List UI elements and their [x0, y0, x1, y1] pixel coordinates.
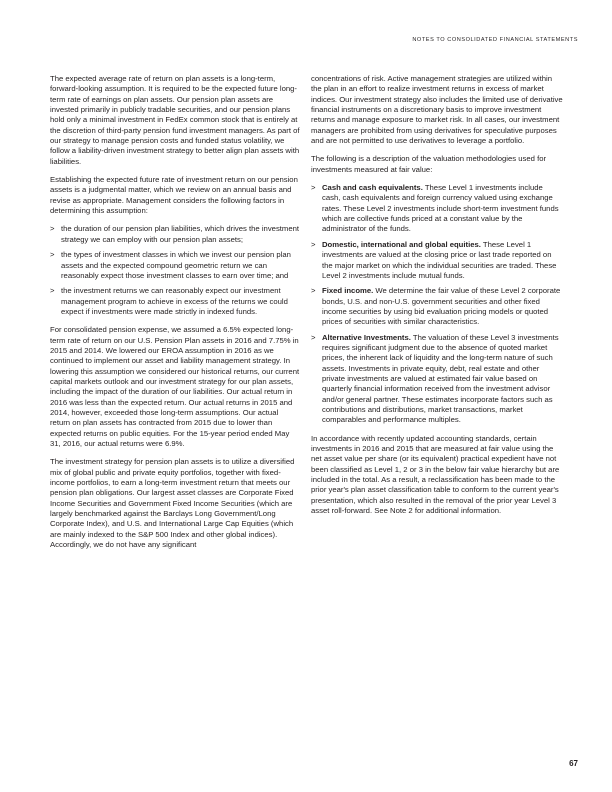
list-item: > Fixed income. We determine the fair value of these Level 2 corporate bonds, U.S. and non-U.S. government securities and other fixed income securities by using bid evaluation pricing models or quoted prices of securities with similar characteristics.	[311, 286, 561, 327]
term-label: Alternative Investments.	[322, 332, 411, 342]
bullet-chevron-icon: >	[311, 239, 316, 249]
bullet-chevron-icon: >	[311, 183, 316, 193]
paragraph-expected-return: The expected average rate of return on plan assets is a long-term, forward-looking assumption. It is required to be the expected future long-term rate of earnings on plan assets. Our pension plan assets are invested primarily in publicly tradable securities, and our pension plans hold only a minimal investment in FedEx common stock that is entirely at the discretion of third-party pension fund investment managers. As part of our strategy to manage pension costs and funded status volatility, we follow a liability-driven investment strategy to better align plan assets with liabilities.	[50, 74, 300, 166]
page-number: 67	[569, 759, 578, 768]
list-item: > the duration of our pension plan liabilities, which drives the investment strategy we can employ with our pension plan assets;	[50, 224, 300, 244]
paragraph-establishing-rate: Establishing the expected future rate of investment return on our pension assets is a judgmental matter, which we review on an annual basis and revise as appropriate. Management considers the following factors in determining this assumption:	[50, 175, 298, 216]
term-label: Cash and cash equivalents.	[322, 183, 423, 193]
bullet-chevron-icon: >	[50, 250, 55, 260]
paragraph-investment-strategy: The investment strategy for pension plan assets is to utilize a diversified mix of global public and private equity portfolios, together with fixed-income portfolios, to earn a long-term investment return that meets our pension plan obligations. Our largest asset classes are Corporate Fixed Income Securities and Government Fixed Income Securities (which are largely benchmarked against the Barclays Long Government/Long Corporate Index), and U.S. and International Large Cap Equities (which are mainly indexed to the S&P 500 Index and other global indices). Accordingly, we do not have any significant	[50, 457, 295, 550]
list-item: > the types of investment classes in which we invest our pension plan assets and the expected compound geometric return we can reasonably expect those investment classes to earn over time; and	[50, 250, 291, 280]
list-item: > Domestic, international and global equities. These Level 1 investments are valued at the closing price or last trade reported on the major market on which the individual securities are traded. These Level 2 investments include mutual funds.	[311, 239, 557, 280]
factors-list	[50, 224, 300, 317]
list-item: > Alternative Investments. The valuation of these Level 3 investments requires significant judgment due to the absence of quoted market prices, the inherent lack of liquidity and the long-term nature of such assets. Investments in private equity, debt, real estate and other private investments are valued at estimated fair value based on quarterly financial information received from the investment advisor and/or general partner. These estimates incorporate factors such as contributions and distributions, market transactions, market comparables and performance multiples.	[311, 332, 559, 425]
bullet-chevron-icon: >	[50, 224, 55, 234]
methodologies-list	[311, 183, 563, 426]
bullet-chevron-icon: >	[311, 332, 316, 342]
paragraph-accounting-standards: In accordance with recently updated accounting standards, certain investments in 2016 and 2015 that are measured at fair value using the net asset value per share (or its equivalent) practical expedient have not been classified as Level 1, 2 or 3 in the below fair value hierarchy but are included in the total. As a result, a reclassification has been made to the prior year's plan asset classification table to conform to the current year's presentation, which also resulted in the removal of the prior year Level 3 asset roll-forward. See Note 2 for additional information.	[311, 433, 560, 516]
paragraph-pension-expense: For consolidated pension expense, we assumed a 6.5% expected long-term rate of return on our U.S. Pension Plan assets in 2016 and 7.75% in 2015 and 2014. We lowered our EROA assumption in 2016 as we continued to implement our asset and liability management strategy. In lowering this assumption we considered our historical returns, our current capital markets outlook and our investment strategy for our plan assets, including the impact of the duration of our liabilities. Our actual return in 2016 was less than the expected return. Our actual returns in 2015 and 2014, however, exceeded those long-term assumptions. Our actual return on plan assets has contracted from 2015 due to lower than expected returns on public equities. For the 15-year period ended May 31, 2016, our actual returns were 6.9%.	[50, 325, 300, 448]
term-label: Fixed income.	[322, 286, 374, 296]
paragraph-concentrations: concentrations of risk. Active management strategies are utilized within the plan in an effort to realize investment returns in excess of market indices. Our investment strategy also includes the limited use of derivative financial instruments on a discretionary basis to improve investment returns and manage exposure to market risk. In all cases, our investment managers are prohibited from using derivatives for speculative purposes and are not permitted to use derivatives to leverage a portfolio.	[311, 74, 563, 146]
term-label: Domestic, international and global equities.	[322, 239, 481, 249]
paragraph-valuation-intro: The following is a description of the valuation methodologies used for investments measured at fair value:	[311, 154, 547, 174]
list-item: > Cash and cash equivalents. These Level 1 investments include cash, cash equivalents and foreign currency valued using exchange rates. These Level 2 investments include short-term investment funds which are collective funds priced at a constant value by the administrator of the funds.	[311, 183, 559, 234]
bullet-chevron-icon: >	[311, 286, 316, 296]
bullet-chevron-icon: >	[50, 286, 55, 296]
left-column	[50, 74, 300, 558]
right-column	[311, 74, 563, 524]
list-item: > the investment returns we can reasonably expect our investment management program to achieve in excess of the returns we could expect if investments were made strictly in indexed funds.	[50, 286, 288, 316]
running-header: NOTES TO CONSOLIDATED FINANCIAL STATEMENTS	[412, 37, 578, 43]
